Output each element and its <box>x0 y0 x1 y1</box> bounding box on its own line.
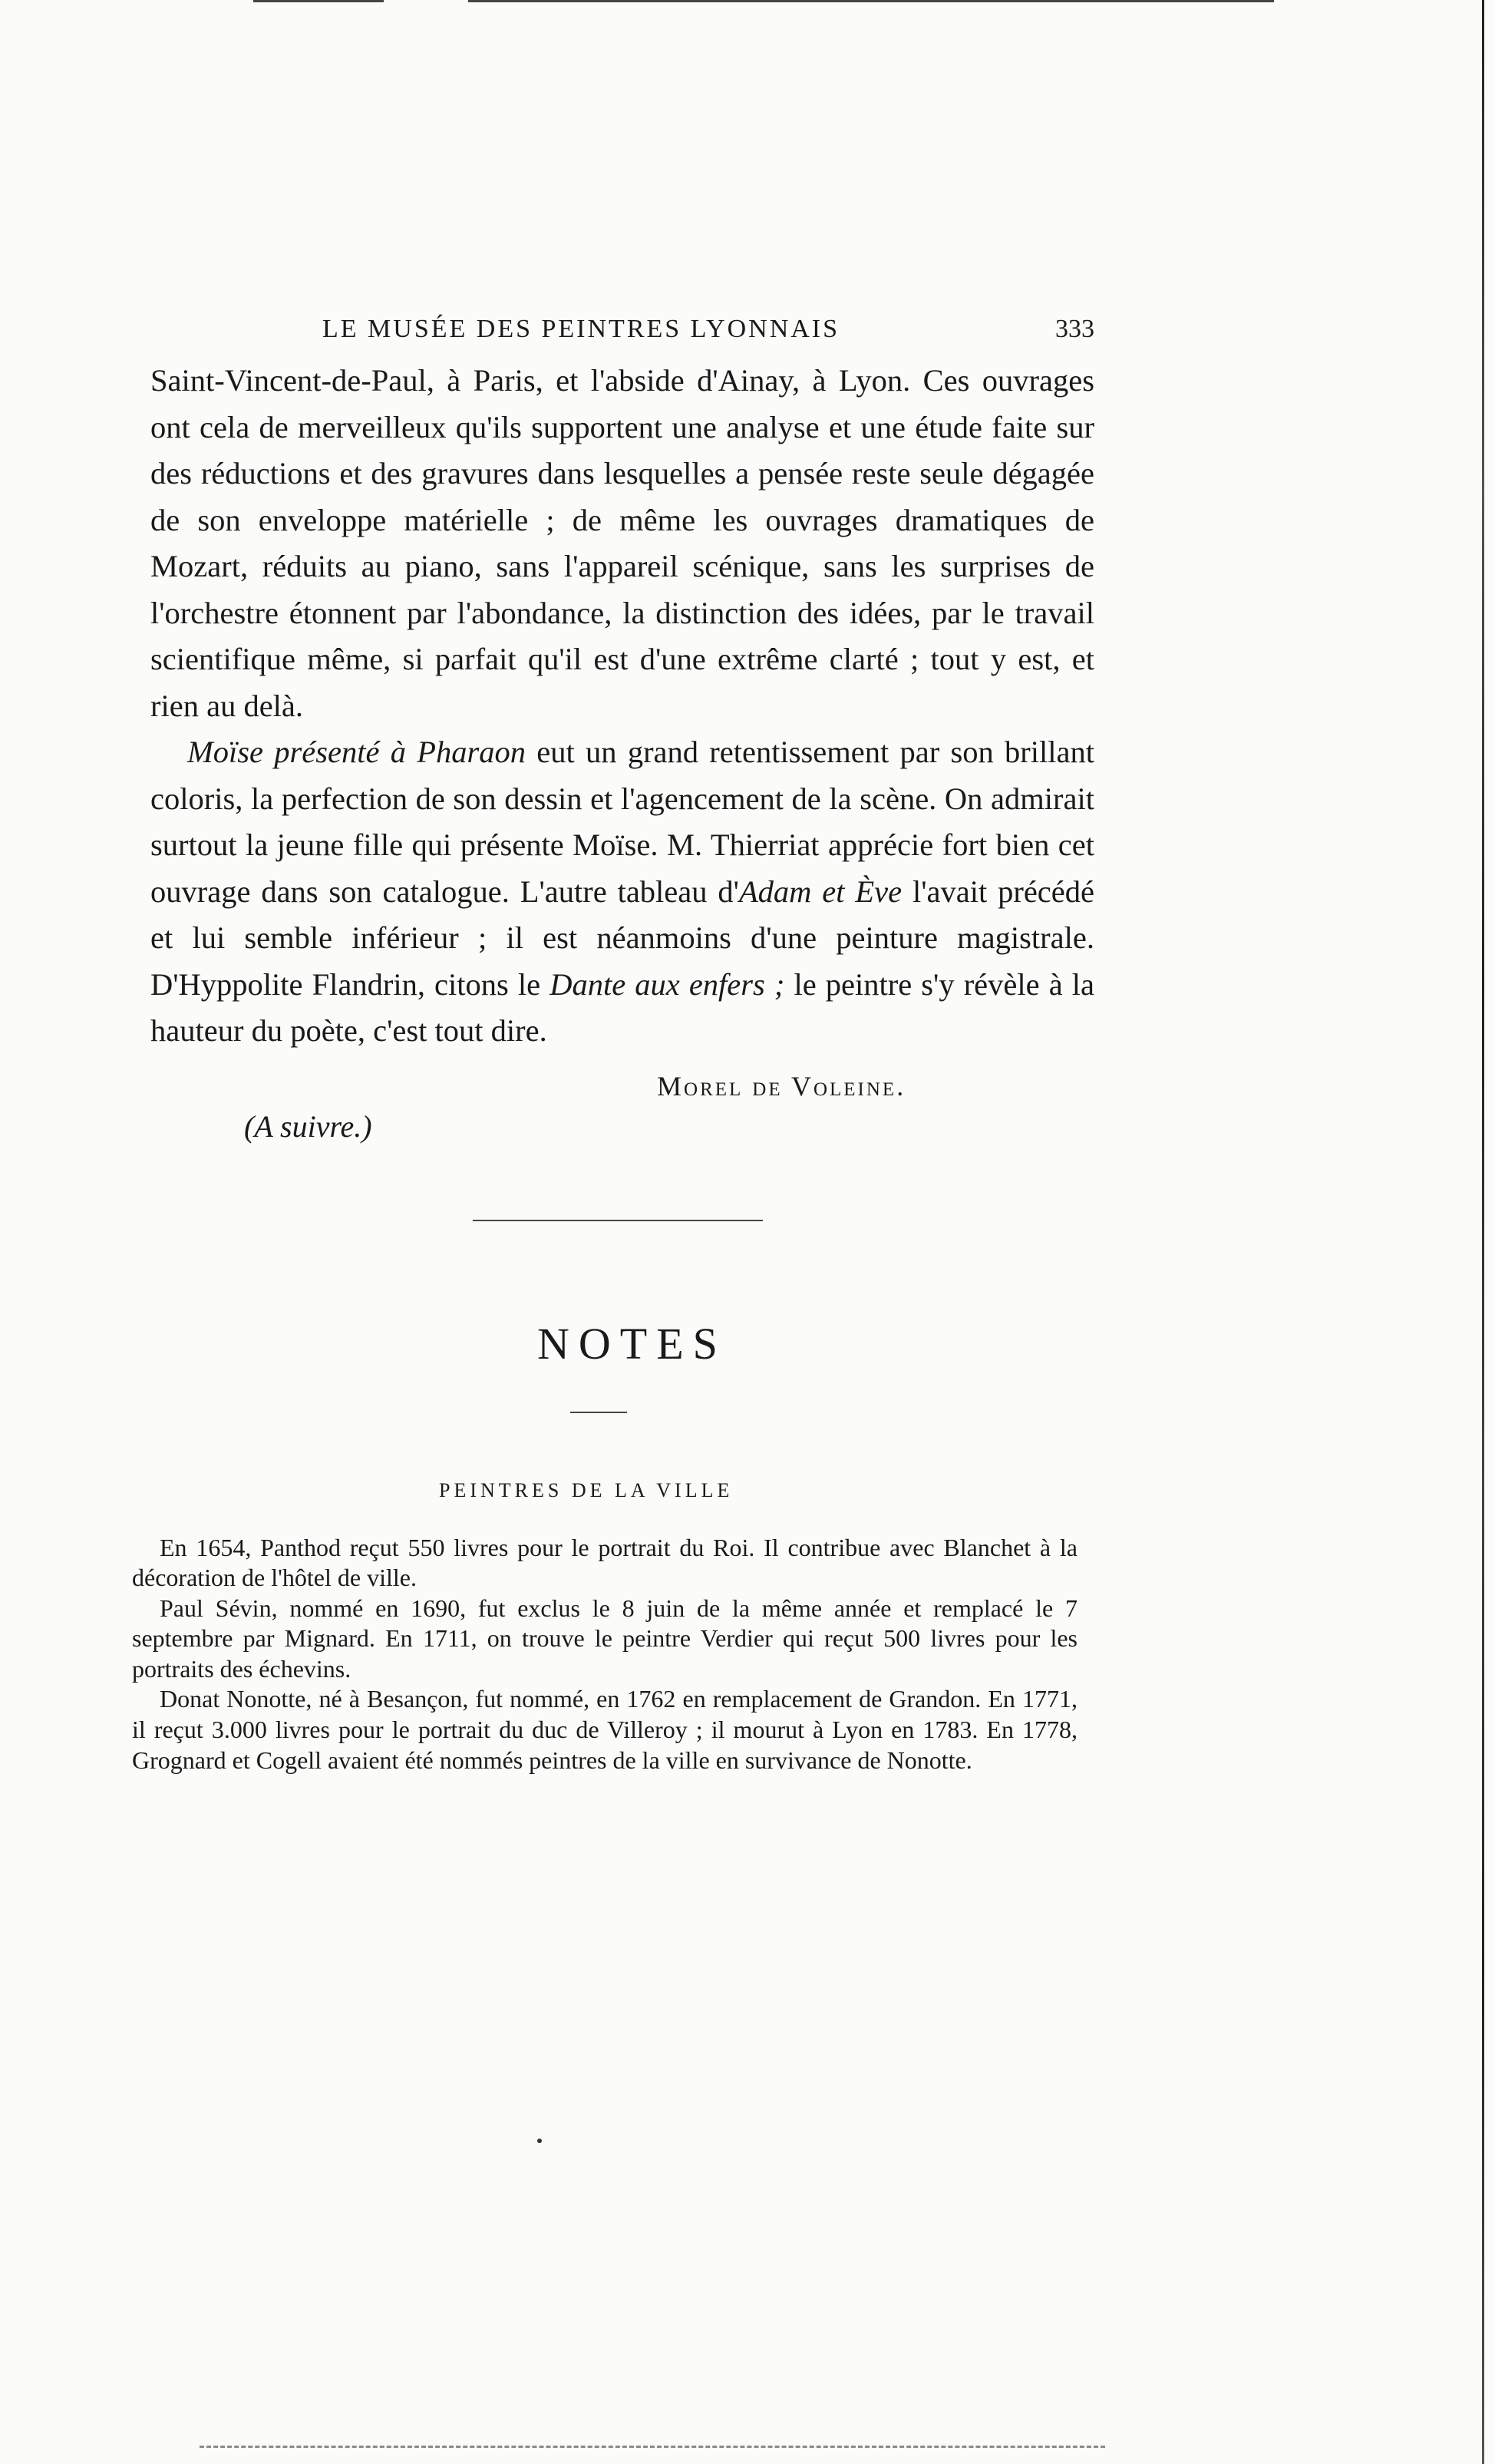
running-head-title: LE MUSÉE DES PEINTRES LYONNAIS <box>322 315 840 343</box>
running-head <box>150 315 1094 352</box>
note-paragraph: En 1654, Panthod reçut 550 livres pour le portrait du Roi. Il contribue avec Blanchet à la décoration de l'hôtel de ville. <box>132 1533 1078 1592</box>
ink-speck <box>537 2139 542 2143</box>
notes-subheading: PEINTRES DE LA VILLE <box>439 1478 734 1501</box>
scan-top-rule <box>253 0 384 2</box>
scan-bottom-dashes <box>200 2446 1105 2449</box>
to-be-continued: (A suivre.) <box>244 1108 372 1144</box>
section-separator <box>473 1220 763 1221</box>
notes-heading: NOTES <box>537 1318 727 1369</box>
page-number: 333 <box>1055 315 1094 343</box>
scan-page-edge <box>1482 0 1484 2464</box>
author-signature: Morel de Voleine. <box>657 1070 906 1102</box>
notes-heading-rule <box>570 1412 627 1413</box>
text-column <box>132 315 1094 1775</box>
paragraph-text: le peintre s'y révèle à la hauteur du poète, c'est tout dire. <box>150 966 1094 1048</box>
article-body <box>150 358 1094 1055</box>
scan-top-rule <box>468 0 1274 2</box>
artwork-title: Moïse présenté à Pharaon <box>187 735 526 769</box>
artwork-title: Adam et Ève <box>738 874 903 909</box>
artwork-title: Dante aux enfers ; <box>549 966 785 1002</box>
paragraph-text: l'avait précédé et lui semble inférieur ; il est néanmoins d'une peinture magistrale. D'Hyppolite Flandrin, citons le <box>150 874 1094 1002</box>
note-paragraph: Paul Sévin, nommé en 1690, fut exclus le 8 juin de la même année et remplacé le 7 septembre par Mignard. En 1711, on trouve le peintre Verdier qui reçut 500 livres pour les portraits des échevins. <box>132 1594 1078 1683</box>
paragraph-text: eut un grand retentissement par son brillant coloris, la perfection de son dessin et l'agencement de la scène. On admirait surtout la jeune fille qui présente Moïse. M. Thierriat apprécie fort bien cet ouvrage dans son catalogue. L'autre tableau d' <box>150 735 1094 909</box>
body-paragraph: Saint-Vincent-de-Paul, à Paris, et l'abside d'Ainay, à Lyon. Ces ouvrages ont cela de merveilleux qu'ils supportent une analyse et une étude faite sur des réductions et des gravures dans lesquelles a pensée reste seule dégagée de son enveloppe matérielle ; de même les ouvrages dramatiques de Mozart, réduits au piano, sans l'appareil scénique, sans les surprises de l'orchestre étonnent par l'abondance, la distinction des idées, par le travail scientifique même, si parfait qu'il est d'une extrême clarté ; tout y est, et rien au delà. <box>150 363 1094 723</box>
notes-body <box>132 1533 1078 1776</box>
note-paragraph: Donat Nonotte, né à Besançon, fut nommé, en 1762 en remplacement de Grandon. En 1771, il reçut 3.000 livres pour le portrait du duc de Villeroy ; il mourut à Lyon en 1783. En 1778, Grognard et Cogell avaient été nommés peintres de la ville en survivance de Nonotte. <box>132 1685 1078 1774</box>
body-paragraph <box>150 729 1094 1055</box>
